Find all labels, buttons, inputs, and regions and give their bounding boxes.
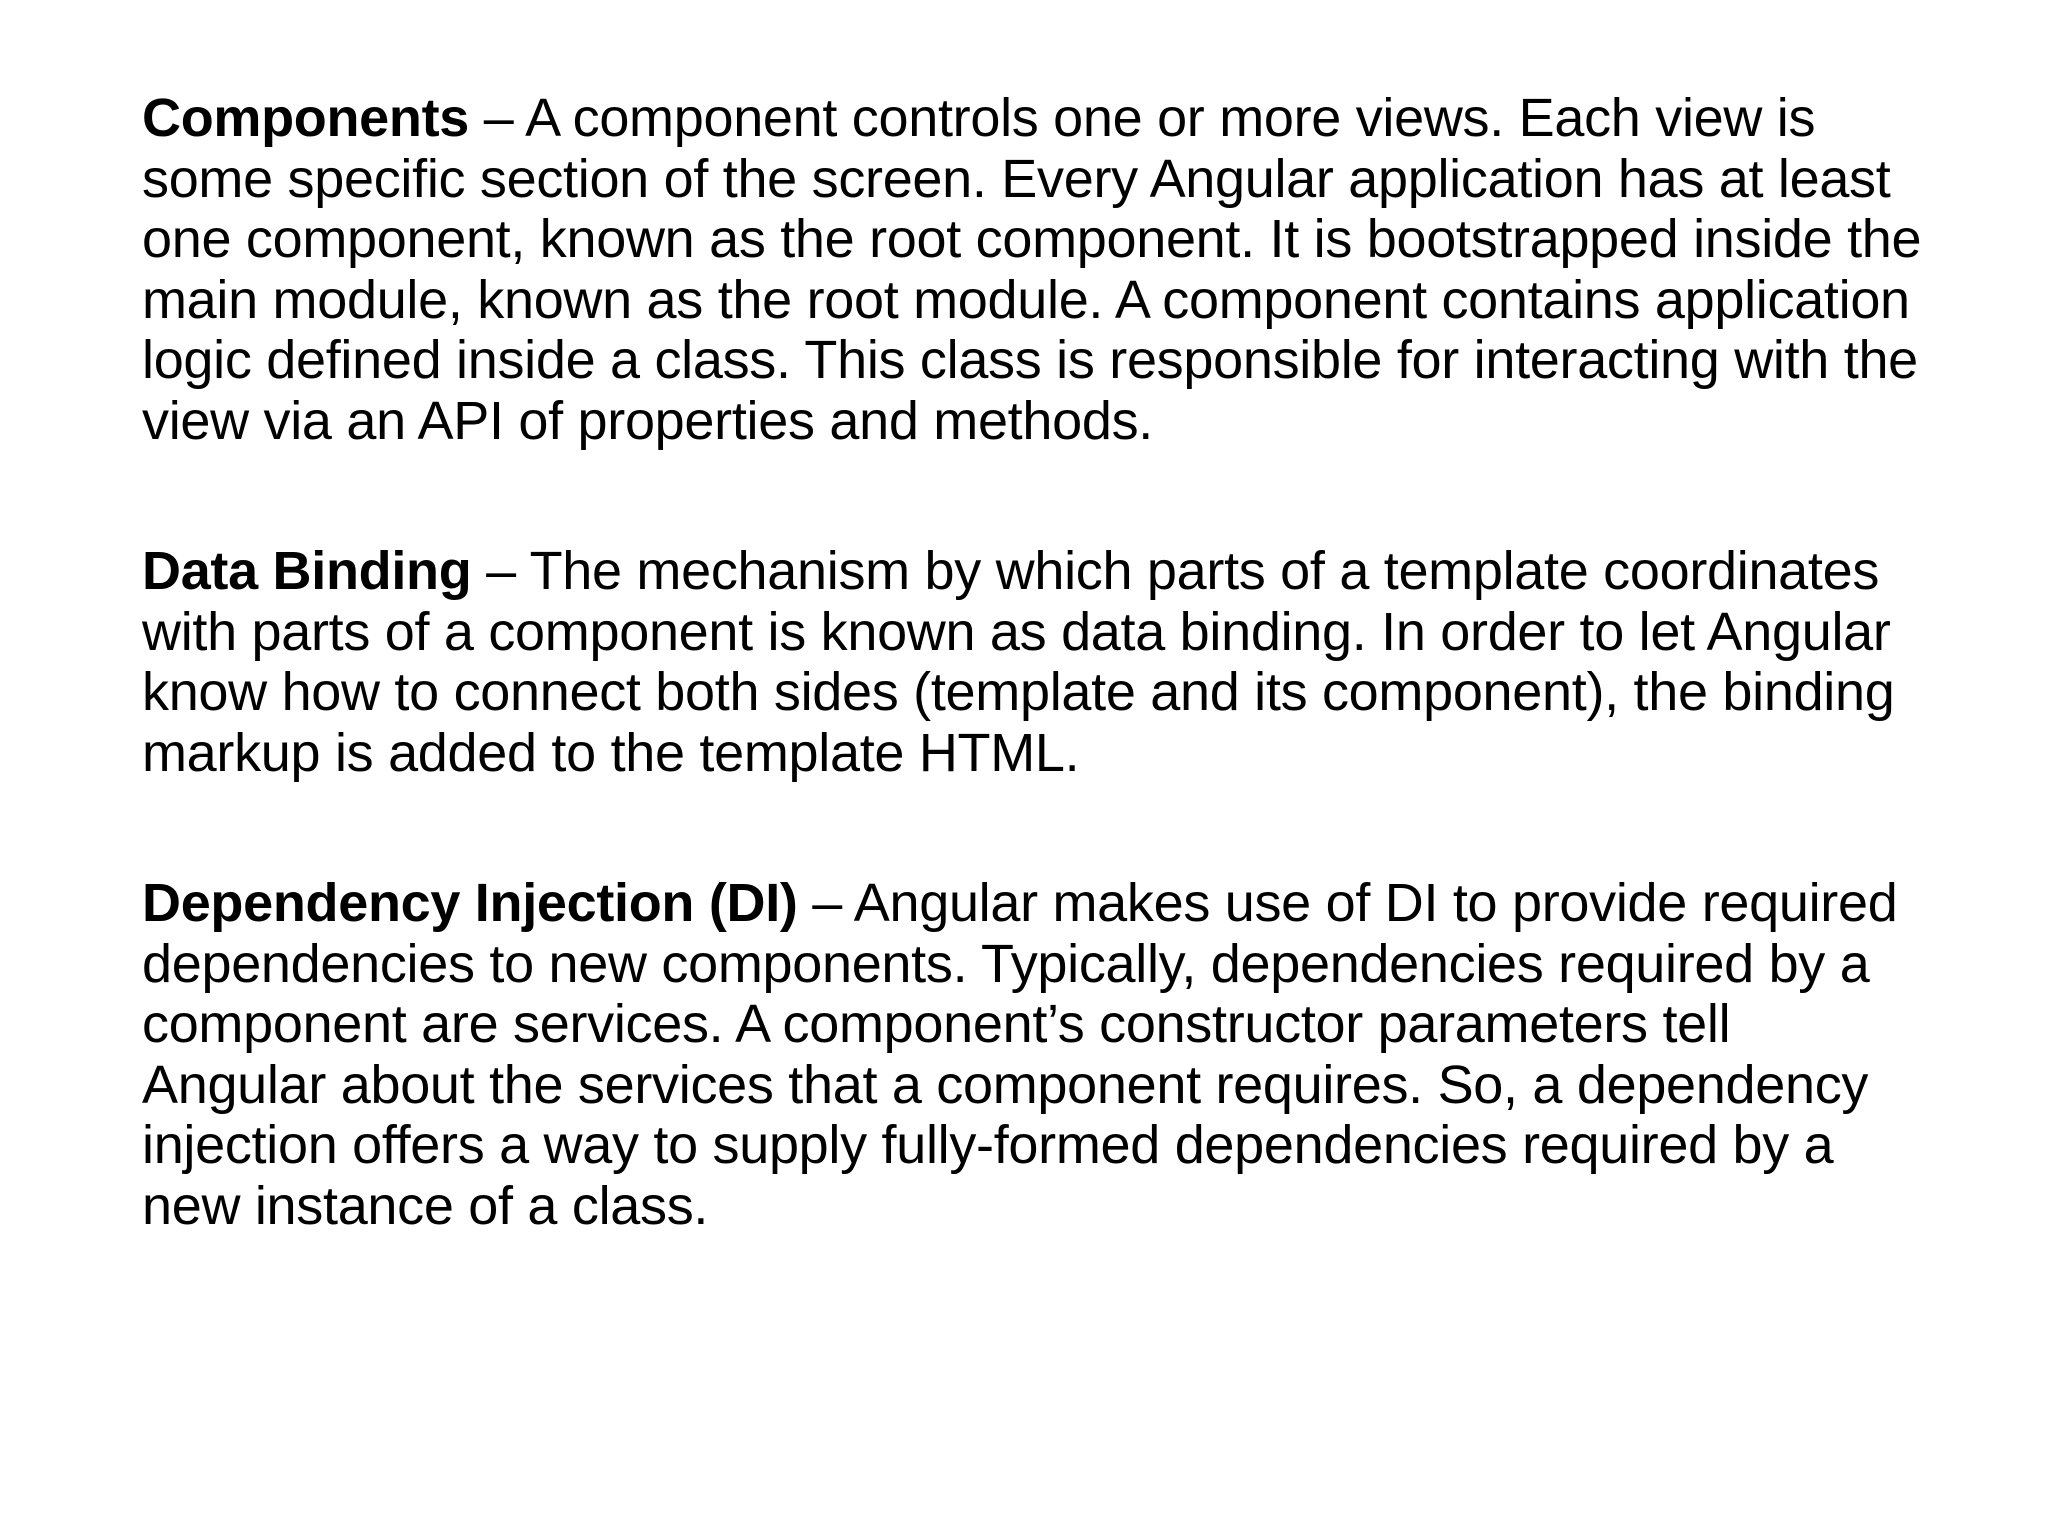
- term-data-binding: Data Binding: [142, 541, 472, 601]
- paragraph-components: [142, 88, 1922, 451]
- slide-body: [142, 88, 1922, 1236]
- paragraph-dependency-injection: [142, 873, 1922, 1236]
- separator: –: [469, 88, 526, 148]
- paragraph-data-binding: [142, 541, 1922, 783]
- description-dependency-injection: Angular makes use of DI to provide required dependencies to new components. Typically, dependencies required by a component are services. A component’s constructor parameters tell Angular about the services that a component requires. So, a dependency injection offers a way to supply fully-formed dependencies required by a new instance of a class.: [142, 873, 1898, 1236]
- separator: –: [471, 541, 530, 601]
- separator: –: [797, 873, 854, 933]
- term-components: Components: [142, 88, 469, 148]
- description-data-binding: The mechanism by which parts of a template coordinates with parts of a component is known as data binding. In order to let Angular know how to connect both sides (template and its component), the binding markup is added to the template HTML.: [142, 541, 1895, 783]
- description-components: A component controls one or more views. Each view is some specific section of the screen. Every Angular application has at least one component, known as the root component. It is bootstrapped inside the main module, known as the root module. A component contains application logic defined inside a class. This class is responsible for interacting with the view via an API of properties and methods.: [142, 88, 1922, 451]
- term-dependency-injection: Dependency Injection (DI): [142, 873, 798, 933]
